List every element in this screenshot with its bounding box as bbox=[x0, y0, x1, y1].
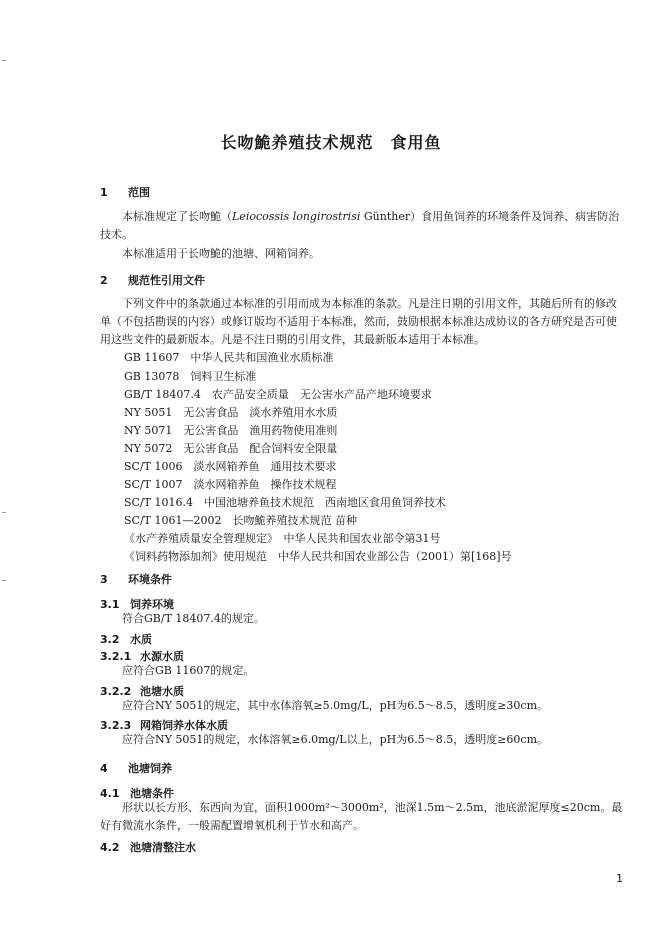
reference-item: SC/T 1007 淡水网箱养鱼 操作技术规程 bbox=[124, 478, 337, 491]
section-3-2-3-heading: 3.2.3 网箱饲养水体水质 bbox=[100, 719, 228, 732]
section-4-1-heading: 4.1 池塘条件 bbox=[100, 787, 174, 800]
reference-item: SC/T 1061—2002 长吻鮠养殖技术规范 苗种 bbox=[124, 514, 357, 527]
section-3-2-1-heading: 3.2.1 水源水质 bbox=[100, 650, 184, 663]
section-1-heading: 1 范围 bbox=[100, 186, 150, 199]
section-3-1-heading: 3.1 饲养环境 bbox=[100, 598, 174, 611]
reference-item: GB 11607 中华人民共和国渔业水质标准 bbox=[124, 351, 334, 364]
document-title: 长吻鮠养殖技术规范 食用鱼 bbox=[220, 133, 442, 152]
section-1-paragraph-1: 本标准规定了长吻鮠（Leiocossis longirostrisi Günther）食用鱼饲养的环境条件及饲养、病害防治技术。 bbox=[100, 210, 620, 241]
reference-item: NY 5072 无公害食品 配合饲料安全限量 bbox=[124, 442, 338, 455]
section-2-paragraph: 下列文件中的条款通过本标准的引用而成为本标准的条款。凡是注日期的引用文件，其随后所有的修改单（不包括勘误的内容）或修订版均不适用于本标准，然而，鼓励根据本标准达成协议的各方研究是否可使用这些文件的最新版本。凡是不注日期的引用文件，其最新版本适用于本标准。 bbox=[100, 297, 617, 346]
section-4-2-heading: 4.2 池塘清整注水 bbox=[100, 841, 196, 854]
section-2-heading: 2 规范性引用文件 bbox=[100, 274, 205, 287]
scan-mark bbox=[2, 512, 6, 513]
section-1-paragraph-2: 本标准适用于长吻鮠的池塘、网箱饲养。 bbox=[122, 247, 320, 260]
scan-mark bbox=[2, 60, 6, 61]
reference-item: GB 13078 饲料卫生标准 bbox=[124, 370, 257, 383]
reference-item: SC/T 1016.4 中国池塘养鱼技术规范 西南地区食用鱼饲养技术 bbox=[124, 496, 446, 509]
section-3-2-2-paragraph: 应符合NY 5051的规定，其中水体溶氧≥5.0mg/L，pH为6.5～8.5，透明度≥30cm。 bbox=[122, 699, 548, 712]
scan-mark bbox=[2, 580, 6, 581]
reference-item: 《饲料药物添加剂》使用规范 中华人民共和国农业部公告（2001）第[168]号 bbox=[124, 550, 512, 563]
section-3-heading: 3 环境条件 bbox=[100, 573, 172, 586]
section-3-2-3-paragraph: 应符合NY 5051的规定，水体溶氧≥6.0mg/L以上，pH为6.5～8.5，透明度≥60cm。 bbox=[122, 733, 548, 746]
section-3-2-1-paragraph: 应符合GB 11607的规定。 bbox=[122, 664, 255, 677]
reference-item: NY 5051 无公害食品 淡水养殖用水水质 bbox=[124, 406, 338, 419]
reference-item: NY 5071 无公害食品 渔用药物使用准则 bbox=[124, 424, 338, 437]
section-3-2-2-heading: 3.2.2 池塘水质 bbox=[100, 685, 184, 698]
page-number: 1 bbox=[616, 872, 623, 885]
reference-item: GB/T 18407.4 农产品安全质量 无公害水产品产地环境要求 bbox=[124, 388, 432, 401]
section-3-2-heading: 3.2 水质 bbox=[100, 633, 152, 646]
reference-item: SC/T 1006 淡水网箱养鱼 通用技术要求 bbox=[124, 460, 337, 473]
section-3-1-paragraph: 符合GB/T 18407.4的规定。 bbox=[122, 612, 265, 625]
section-4-heading: 4 池塘饲养 bbox=[100, 762, 172, 775]
reference-item: 《水产养殖质量安全管理规定》 中华人民共和国农业部令第31号 bbox=[124, 532, 441, 545]
section-4-1-paragraph: 形状以长方形、东西向为宜，面积1000m²～3000m²，池深1.5m～2.5m，池底淤泥厚度≤20cm。最好有微流水条件，一般需配置增氧机利于节水和高产。 bbox=[100, 801, 623, 832]
